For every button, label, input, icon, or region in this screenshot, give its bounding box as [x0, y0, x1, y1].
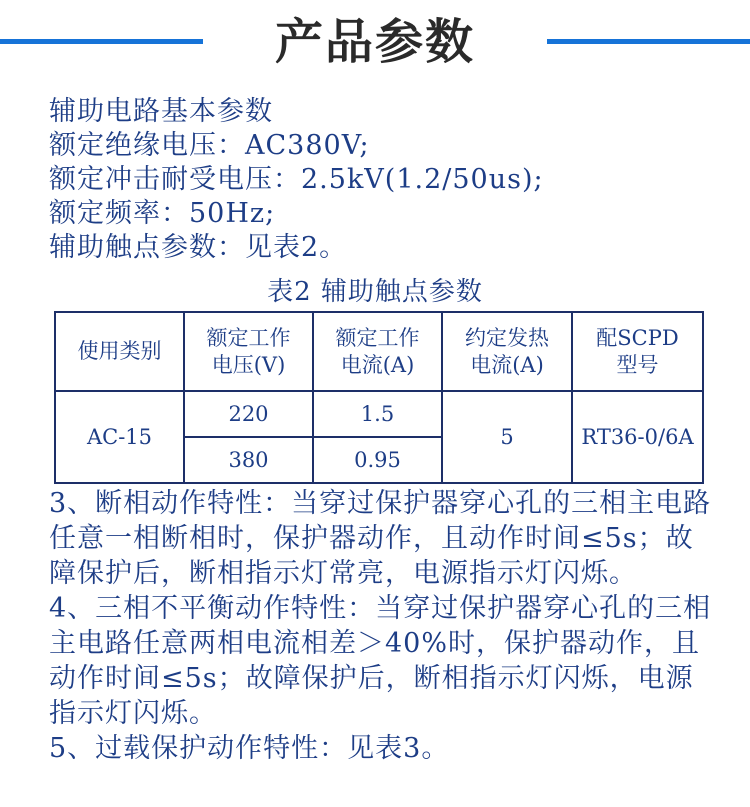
header-rated-current-line1: 额定工作 — [335, 325, 420, 350]
cell-thermal-current: 5 — [442, 391, 572, 483]
phase-loss-characteristic: 3、断相动作特性：当穿过保护器穿心孔的三相主电路任意一相断相时，保护器动作，且动作时间≤5s；故障保护后，断相指示灯常亮，电源指示灯闪烁。 — [49, 488, 712, 589]
table-caption: 表2 辅助触点参数 — [267, 277, 483, 307]
rated-frequency: 额定频率：50Hz; — [49, 198, 276, 229]
phase-imbalance-characteristic: 4、三相不平衡动作特性：当穿过保护器穿心孔的三相主电路任意两相电流相差＞40%时，保护器动作，且动作时间≤5s；故障保护后，断相指示灯闪烁，电源指示灯闪烁。 — [49, 593, 712, 729]
header-scpd-model-line1: 配SCPD — [596, 325, 679, 350]
header-divider-left — [0, 39, 203, 44]
header-thermal-current-line1: 约定发热 — [465, 325, 549, 350]
cell-current: 0.95 — [313, 437, 442, 483]
page-title: 产品参数 — [274, 14, 475, 70]
params-heading: 辅助电路基本参数 — [49, 96, 273, 127]
cell-scpd-model: RT36-0/6A — [572, 391, 703, 483]
rated-impulse-withstand-voltage: 额定冲击耐受电压：2.5kV(1.2/50us); — [49, 164, 544, 195]
table-row — [55, 391, 703, 437]
header-rated-voltage-line2: 电压(V) — [211, 352, 286, 377]
overload-protection-characteristic: 5、过载保护动作特性：见表3。 — [49, 733, 450, 764]
cell-usage-category: AC-15 — [55, 391, 184, 483]
header-scpd-model-line2: 型号 — [616, 352, 659, 377]
cell-voltage: 220 — [184, 391, 313, 437]
header-thermal-current — [442, 312, 572, 391]
header-divider-right — [547, 39, 750, 44]
cell-current: 1.5 — [313, 391, 442, 437]
page-header — [0, 0, 750, 90]
header-rated-current — [313, 312, 442, 391]
header-scpd-model — [572, 312, 703, 391]
header-rated-current-line2: 电流(A) — [340, 352, 415, 377]
auxiliary-circuit-parameters — [49, 95, 729, 265]
aux-contact-table — [54, 311, 704, 484]
header-rated-voltage — [184, 312, 313, 391]
table-header-row — [55, 312, 703, 391]
header-thermal-current-line2: 电流(A) — [470, 352, 544, 377]
rated-insulation-voltage: 额定绝缘电压：AC380V; — [49, 130, 370, 161]
header-rated-voltage-line1: 额定工作 — [206, 325, 291, 350]
aux-contact-params-ref: 辅助触点参数：见表2。 — [49, 232, 348, 263]
header-usage-category-text: 使用类别 — [77, 339, 162, 363]
cell-voltage: 380 — [184, 437, 313, 483]
header-usage-category — [55, 312, 184, 391]
characteristics-section — [49, 486, 719, 766]
